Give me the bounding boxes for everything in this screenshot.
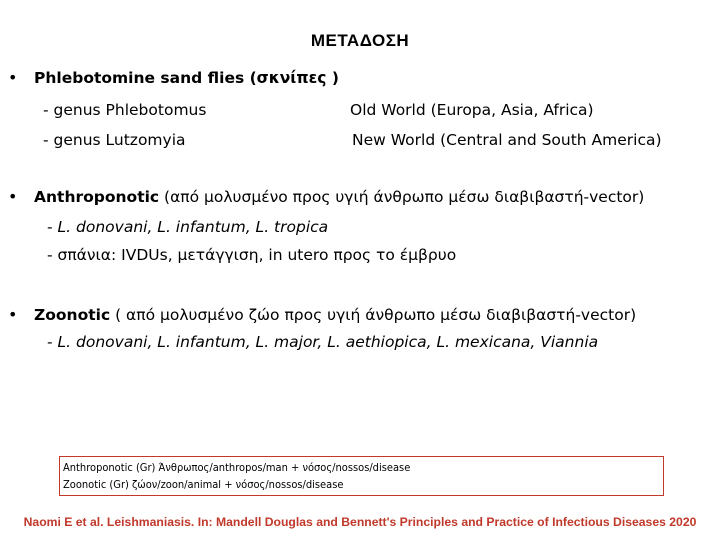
genus-lutzomyia: - genus Lutzomyia [43, 131, 186, 149]
zoonotic-heading [34, 306, 636, 324]
species-list: L. donovani, L. infantum, L. tropica [57, 218, 329, 236]
bullet-marker: • [8, 68, 18, 87]
anthroponotic-heading [34, 188, 644, 206]
bullet-marker: • [8, 187, 18, 206]
phlebotomus-region: Old World (Europa, Asia, Africa) [350, 101, 594, 119]
etymology-anthroponotic: Anthroponotic (Gr) Άνθρωπος/anthropos/man + νόσος/nossos/disease [63, 461, 411, 474]
bullet-marker: • [8, 305, 18, 324]
anthroponotic-species [47, 218, 328, 236]
zoonotic-description: ( από μολυσμένο ζώο προς υγιή άνθρωπο μέσω διαβιβαστή-vector) [110, 306, 637, 324]
anthroponotic-description: (από μολυσμένο προς υγιή άνθρωπο μέσω διαβιβαστή-vector) [159, 188, 645, 206]
vector-heading: Phlebotomine sand flies (σκνίπες ) [34, 69, 339, 87]
etymology-box [59, 456, 664, 496]
dash-prefix: - [47, 333, 58, 351]
lutzomyia-region: New World (Central and South America) [352, 131, 662, 149]
page-title: ΜΕΤΑΔΟΣΗ [310, 31, 410, 50]
citation: Naomi E et al. Leishmaniasis. In: Mandell Douglas and Bennett's Principles and Practice of Infectious Diseases 2020 [23, 515, 697, 529]
zoonotic-species [47, 333, 598, 351]
anthroponotic-term: Anthroponotic [34, 188, 160, 206]
etymology-zoonotic: Zoonotic (Gr) ζώον/zoon/animal + νόσος/nossos/disease [63, 478, 344, 491]
zoonotic-term: Zoonotic [34, 306, 111, 324]
genus-phlebotomus: - genus Phlebotomus [43, 101, 207, 119]
species-list: L. donovani, L. infantum, L. major, L. aethiopica, L. mexicana, Viannia [57, 333, 599, 351]
rare-routes: - σπάνια: IVDUs, μετάγγιση, in utero προς το έμβρυο [47, 246, 457, 264]
dash-prefix: - [47, 218, 58, 236]
